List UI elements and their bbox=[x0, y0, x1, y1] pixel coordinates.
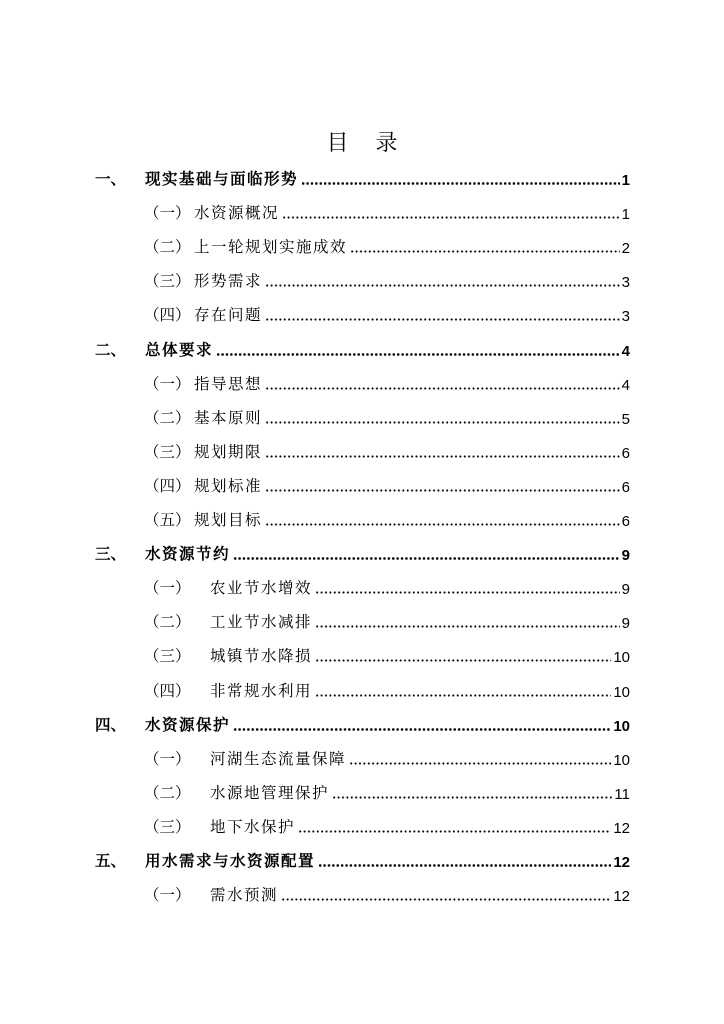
toc-entry-number: （一） bbox=[144, 749, 191, 768]
toc-entry-number: （二） bbox=[144, 238, 191, 257]
toc-dot-leader bbox=[315, 625, 620, 628]
toc-entry-page-number: 10 bbox=[613, 751, 630, 769]
toc-entry-number: 五、 bbox=[95, 851, 127, 870]
toc-entry-page-number: 9 bbox=[621, 547, 630, 565]
toc-entry-page-number: 1 bbox=[621, 206, 630, 224]
toc-entry-page-number: 4 bbox=[621, 342, 630, 360]
toc-dot-leader bbox=[233, 728, 611, 731]
toc-entry-number: （三） bbox=[144, 272, 191, 291]
toc-entry-page-number: 9 bbox=[621, 615, 630, 633]
toc-section-entry[interactable] bbox=[144, 811, 630, 837]
toc-entry-label: 非常规水利用 bbox=[210, 681, 313, 700]
toc-entry-label: 规划期限 bbox=[194, 442, 263, 461]
toc-dot-leader bbox=[233, 557, 620, 560]
toc-entry-page-number: 4 bbox=[621, 376, 630, 394]
toc-entry-label: 水源地管理保护 bbox=[210, 783, 330, 802]
toc-entry-label: 基本原则 bbox=[194, 408, 263, 427]
toc-dot-leader bbox=[298, 830, 611, 833]
toc-dot-leader bbox=[301, 182, 620, 185]
toc-entry-number: （四） bbox=[144, 681, 191, 700]
toc-dot-leader bbox=[216, 353, 620, 356]
toc-section-entry[interactable] bbox=[144, 402, 630, 428]
toc-entry-label: 指导思想 bbox=[194, 374, 263, 393]
toc-chapter-entry[interactable] bbox=[95, 845, 630, 871]
toc-entry-label: 形势需求 bbox=[194, 272, 263, 291]
toc-dot-leader bbox=[318, 864, 611, 867]
toc-entry-number: （一） bbox=[144, 204, 191, 223]
toc-entry-number: （二） bbox=[144, 613, 191, 632]
toc-chapter-entry[interactable] bbox=[95, 334, 630, 360]
toc-chapter-entry[interactable] bbox=[95, 709, 630, 735]
toc-entry-label: 用水需求与水资源配置 bbox=[145, 851, 316, 870]
toc-entry-number: （四） bbox=[144, 476, 191, 495]
toc-entry-number: 一、 bbox=[95, 169, 127, 188]
toc-entry-label: 总体要求 bbox=[145, 339, 214, 359]
toc-entry-page-number: 9 bbox=[621, 581, 630, 599]
toc-entry-page-number: 12 bbox=[613, 854, 630, 871]
toc-section-entry[interactable] bbox=[144, 675, 630, 701]
toc-dot-leader bbox=[350, 250, 620, 253]
toc-chapter-entry[interactable] bbox=[95, 163, 630, 189]
toc-entry-number: 二、 bbox=[95, 339, 127, 359]
toc-dot-leader bbox=[265, 523, 620, 526]
toc-entry-page-number: 6 bbox=[621, 478, 630, 496]
toc-entry-number: （三） bbox=[144, 817, 191, 836]
toc-entry-page-number: 3 bbox=[621, 308, 630, 326]
toc-entry-number: （一） bbox=[144, 579, 191, 598]
toc-entry-label: 城镇节水降损 bbox=[210, 647, 313, 666]
toc-section-entry[interactable] bbox=[144, 231, 630, 257]
toc-entry-label: 规划标准 bbox=[194, 476, 263, 495]
toc-entry-number: （二） bbox=[144, 408, 191, 427]
toc-dot-leader bbox=[265, 318, 620, 321]
toc-section-entry[interactable] bbox=[144, 572, 630, 598]
toc-entry-page-number: 2 bbox=[621, 240, 630, 258]
toc-section-entry[interactable] bbox=[144, 470, 630, 496]
toc-entry-page-number: 10 bbox=[613, 717, 630, 735]
toc-section-entry[interactable] bbox=[144, 265, 630, 291]
toc-section-entry[interactable] bbox=[144, 436, 630, 462]
toc-entry-page-number: 10 bbox=[613, 683, 630, 701]
toc-entry-page-number: 11 bbox=[614, 785, 630, 803]
toc-entry-page-number: 12 bbox=[613, 819, 630, 837]
toc-section-entry[interactable] bbox=[144, 879, 630, 905]
toc-dot-leader bbox=[265, 421, 620, 424]
toc-dot-leader bbox=[265, 387, 620, 390]
toc-entry-number: 四、 bbox=[95, 714, 127, 734]
toc-dot-leader bbox=[315, 694, 611, 697]
toc-title: 目 录 bbox=[326, 131, 408, 156]
toc-section-entry[interactable] bbox=[144, 368, 630, 394]
toc-entry-label: 需水预测 bbox=[210, 886, 279, 905]
toc-entry-label: 农业节水增效 bbox=[210, 579, 313, 598]
toc-entry-label: 水资源保护 bbox=[145, 714, 231, 734]
toc-entry-label: 河湖生态流量保障 bbox=[210, 749, 347, 768]
toc-section-entry[interactable] bbox=[144, 197, 630, 223]
toc-dot-leader bbox=[349, 762, 611, 765]
toc-entry-page-number: 6 bbox=[621, 513, 630, 530]
toc-entry-label: 水资源节约 bbox=[145, 544, 231, 564]
toc-dot-leader bbox=[315, 659, 611, 662]
toc-entry-label: 现实基础与面临形势 bbox=[145, 169, 299, 188]
toc-dot-leader bbox=[315, 591, 620, 594]
toc-entry-number: （四） bbox=[144, 306, 191, 325]
toc-entry-number: （二） bbox=[144, 783, 191, 802]
toc-entry-page-number: 5 bbox=[621, 410, 630, 428]
toc-chapter-entry[interactable] bbox=[95, 538, 630, 564]
toc-entry-page-number: 6 bbox=[621, 444, 630, 462]
toc-entry-number: （三） bbox=[144, 442, 191, 461]
toc-entry-label: 水资源概况 bbox=[194, 204, 280, 223]
toc-entry-page-number: 1 bbox=[621, 172, 630, 189]
toc-section-entry[interactable] bbox=[144, 299, 630, 325]
toc-dot-leader bbox=[282, 216, 620, 219]
toc-section-entry[interactable] bbox=[144, 606, 630, 632]
toc-section-entry[interactable] bbox=[144, 777, 630, 803]
toc-entry-number: （一） bbox=[144, 886, 191, 905]
toc-dot-leader bbox=[265, 284, 620, 287]
toc-entry-number: （三） bbox=[144, 647, 191, 666]
toc-dot-leader bbox=[265, 489, 620, 492]
toc-entry-label: 工业节水减排 bbox=[210, 613, 313, 632]
toc-entry-label: 规划目标 bbox=[194, 511, 263, 529]
toc-entry-page-number: 3 bbox=[621, 274, 630, 292]
toc-entry-label: 上一轮规划实施成效 bbox=[194, 238, 348, 257]
toc-section-entry[interactable] bbox=[144, 743, 630, 769]
toc-entry-label: 存在问题 bbox=[194, 306, 263, 325]
toc-entry-label: 地下水保护 bbox=[210, 817, 296, 836]
toc-dot-leader bbox=[332, 796, 612, 799]
toc-entry-page-number: 12 bbox=[613, 888, 630, 906]
toc-entry-number: （一） bbox=[144, 374, 191, 393]
toc-dot-leader bbox=[281, 898, 611, 901]
toc-entry-number: 三、 bbox=[95, 544, 127, 564]
toc-dot-leader bbox=[265, 455, 620, 458]
toc-section-entry[interactable] bbox=[144, 640, 630, 666]
toc-entry-page-number: 10 bbox=[613, 649, 630, 667]
toc-section-entry[interactable] bbox=[144, 504, 630, 530]
toc-entry-number: （五） bbox=[144, 511, 191, 529]
